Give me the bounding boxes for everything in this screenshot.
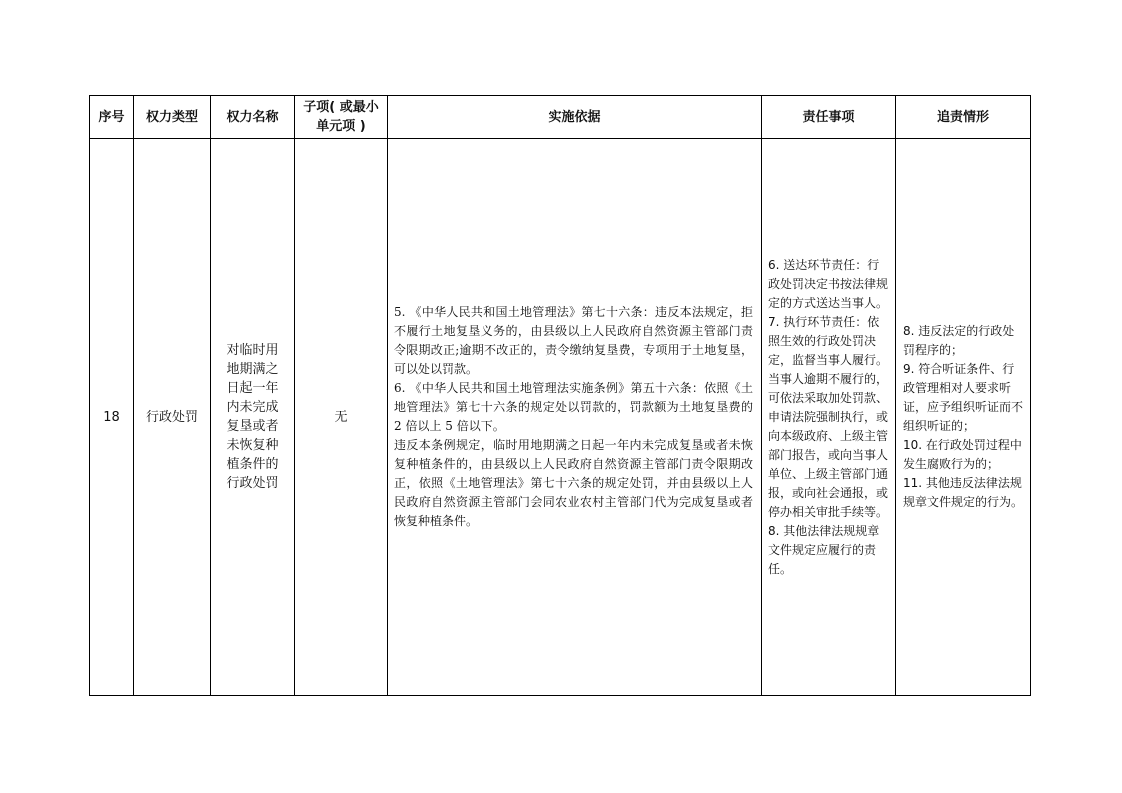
header-basis: 实施依据 bbox=[388, 96, 762, 139]
table-row bbox=[90, 139, 1031, 696]
basis-paragraph: 6. 《中华人民共和国土地管理法实施条例》第五十六条：依照《土地管理法》第七十六条的规定处以罚款的，罚款额为土地复垦费的 2 倍以上 5 倍以下。 bbox=[394, 381, 753, 433]
header-seq: 序号 bbox=[90, 96, 134, 139]
header-sub-item bbox=[295, 96, 388, 139]
accountability-paragraph: 9. 符合听证条件、行政管理相对人要求听证，应予组织听证而不组织听证的； bbox=[903, 362, 1024, 433]
table-header-row bbox=[90, 96, 1031, 139]
header-accountability: 追责情形 bbox=[896, 96, 1031, 139]
cell-sub-item: 无 bbox=[295, 139, 388, 696]
accountability-paragraph: 8. 违反法定的行政处罚程序的； bbox=[903, 324, 1015, 357]
accountability-paragraph: 11. 其他违反法律法规规章文件规定的行为。 bbox=[903, 476, 1024, 509]
cell-accountability bbox=[896, 139, 1031, 696]
responsibility-paragraph: 7. 执行环节责任：依照生效的行政处罚决定，监督当事人履行。当事人逾期不履行的，可依法采取加处罚款、申请法院强制执行，或向本级政府、上级主管部门报告，或向当事人单位、上级主管部门通报，或向社会通报，或停办相关审批手续等。 bbox=[768, 314, 889, 519]
header-power-type: 权力类型 bbox=[134, 96, 211, 139]
responsibility-paragraph: 6. 送达环节责任：行政处罚决定书按法律规定的方式送达当事人。 bbox=[768, 257, 889, 310]
cell-power-type: 行政处罚 bbox=[134, 139, 211, 696]
cell-seq: 18 bbox=[90, 139, 134, 696]
header-sub-item-label: 子项( 或最小单元项 ) bbox=[303, 100, 379, 134]
responsibility-paragraph: 8. 其他法律法规规章文件规定应履行的责任。 bbox=[768, 523, 880, 576]
cell-responsibility bbox=[762, 139, 896, 696]
power-list-table bbox=[89, 95, 1031, 696]
cell-basis bbox=[388, 139, 762, 696]
basis-paragraph: 5. 《中华人民共和国土地管理法》第七十六条：违反本法规定，拒不履行土地复垦义务的，由县级以上人民政府自然资源主管部门责令限期改正;逾期不改正的，责令缴纳复垦费，专项用于土地复垦，可以处以罚款。 bbox=[394, 305, 753, 376]
header-responsibility: 责任事项 bbox=[762, 96, 896, 139]
accountability-paragraph: 10. 在行政处罚过程中发生腐败行为的； bbox=[903, 438, 1022, 471]
cell-power-name bbox=[211, 139, 295, 696]
power-name-text: 对临时用地期满之日起一年内未完成复垦或者未恢复种植条件的行政处罚 bbox=[226, 343, 279, 491]
header-power-name: 权力名称 bbox=[211, 96, 295, 139]
basis-paragraph: 违反本条例规定，临时用地期满之日起一年内未完成复垦或者未恢复种植条件的，由县级以上人民政府自然资源主管部门责令限期改正，依照《土地管理法》第七十六条的规定处罚，并由县级以上人民政府自然资源主管部门会同农业农村主管部门代为完成复垦或者恢复种植条件。 bbox=[394, 438, 753, 528]
